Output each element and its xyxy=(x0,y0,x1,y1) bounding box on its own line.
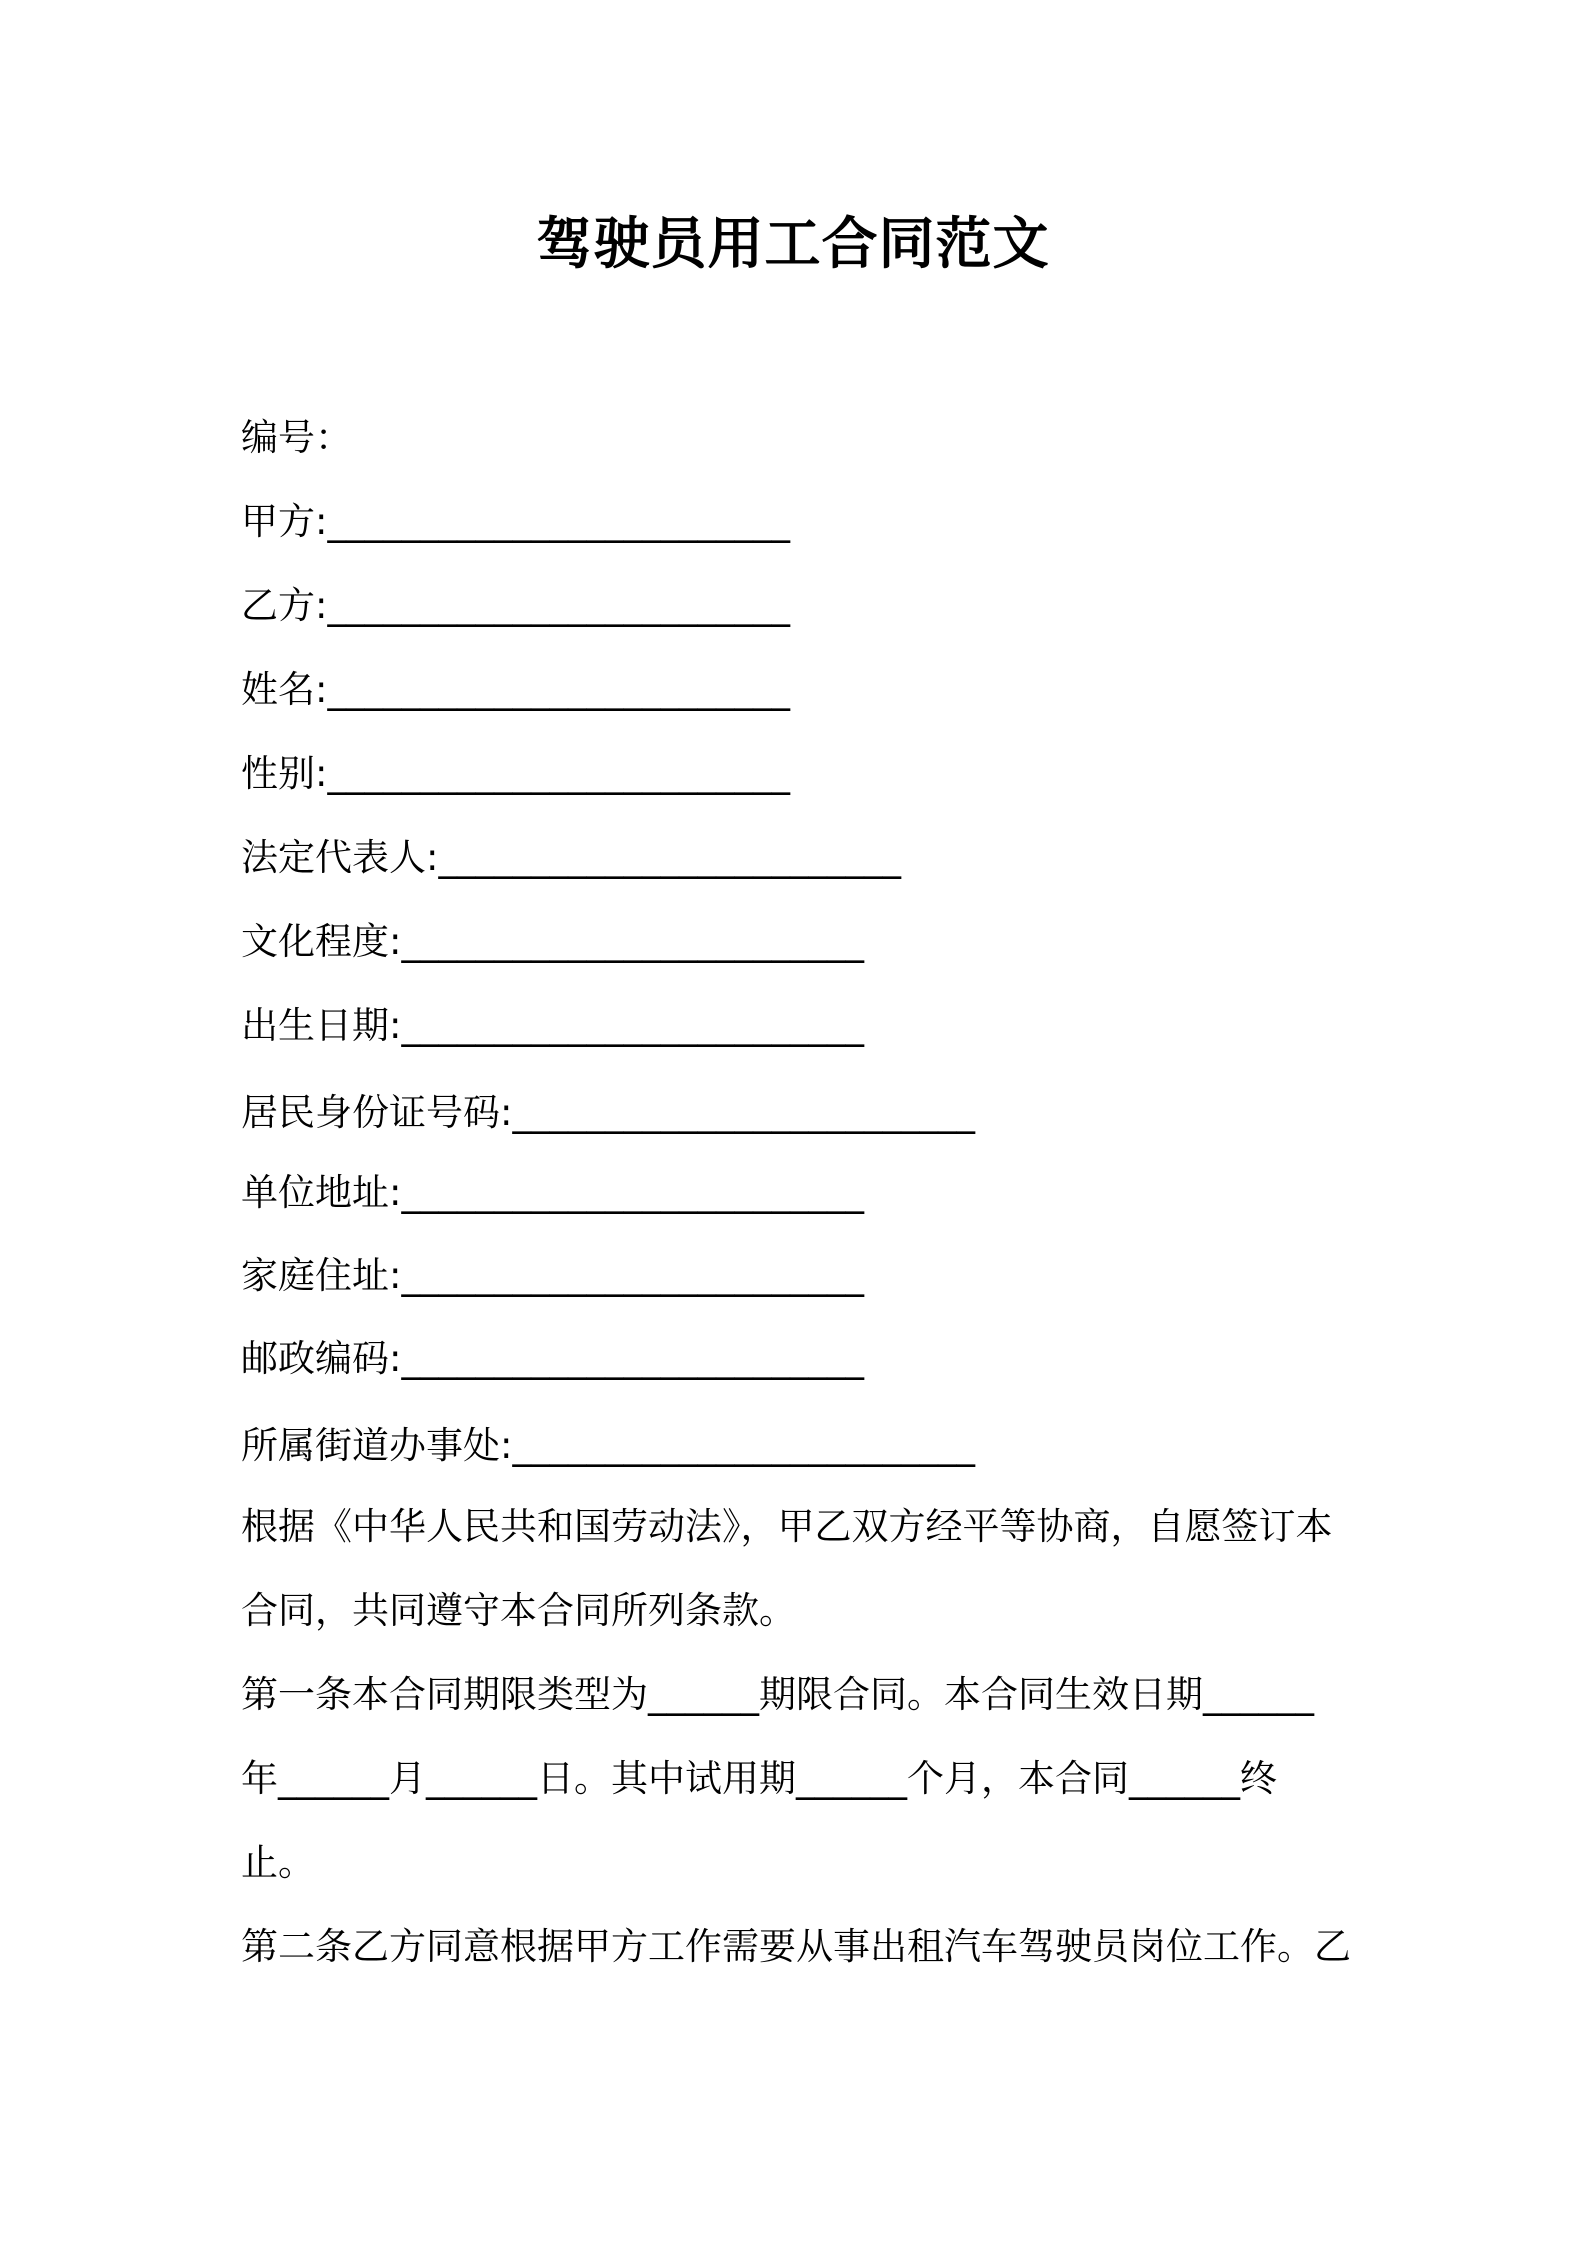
field-education: 文化程度:_________________________ xyxy=(241,920,864,963)
intro-line: 合同，共同遵守本合同所列条款。 xyxy=(241,1589,796,1632)
field-gender: 性别:_________________________ xyxy=(241,752,790,795)
article-1-line: 第一条本合同期限类型为______期限合同。本合同生效日期______ xyxy=(241,1673,1314,1716)
field-postal-code: 邮政编码:_________________________ xyxy=(241,1337,864,1380)
article-1-line: 止。 xyxy=(241,1841,315,1884)
field-id-number: 居民身份证号码:_________________________ xyxy=(241,1091,975,1134)
field-home-address: 家庭住址:_________________________ xyxy=(241,1254,864,1297)
field-name: 姓名:_________________________ xyxy=(241,668,790,711)
field-party-a: 甲方:_________________________ xyxy=(241,500,790,543)
intro-line: 根据《中华人民共和国劳动法》，甲乙双方经平等协商，自愿签订本 xyxy=(241,1505,1333,1548)
article-2-line: 第二条乙方同意根据甲方工作需要从事出租汽车驾驶员岗位工作。乙 xyxy=(241,1925,1351,1968)
field-contract-number: 编号： xyxy=(241,416,352,459)
intro-paragraph xyxy=(241,1485,1361,1653)
field-birth-date: 出生日期:_________________________ xyxy=(241,1004,864,1047)
article-1-line: 年______月______日。其中试用期______个月，本合同______终 xyxy=(241,1757,1277,1800)
field-street-office: 所属街道办事处:_________________________ xyxy=(241,1424,975,1467)
document-title: 驾驶员用工合同范文 xyxy=(536,212,1050,277)
field-party-b: 乙方:_________________________ xyxy=(241,584,790,627)
article-1-paragraph xyxy=(241,1653,1361,1905)
field-legal-representative: 法定代表人:_________________________ xyxy=(241,836,901,879)
article-2-paragraph xyxy=(241,1905,1361,1989)
field-work-address: 单位地址:_________________________ xyxy=(241,1171,864,1214)
